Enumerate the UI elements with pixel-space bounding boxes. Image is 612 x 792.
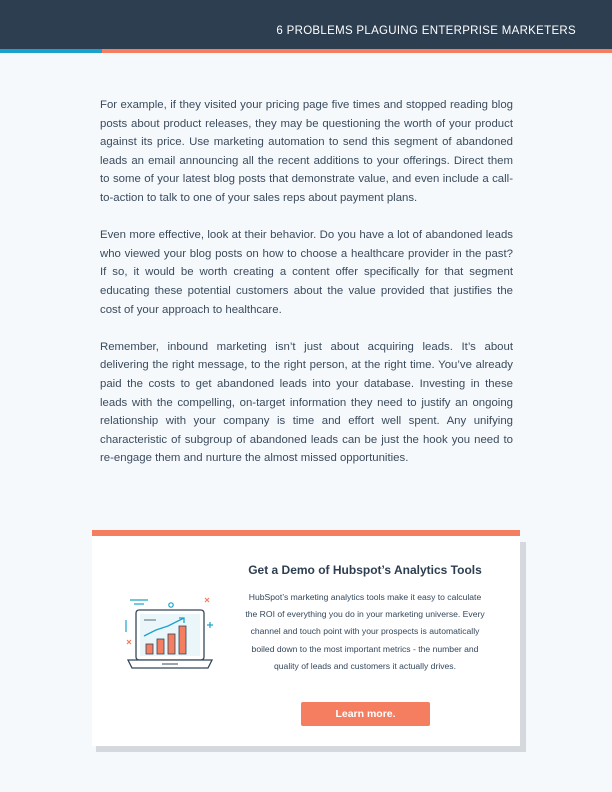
body-text bbox=[100, 96, 513, 486]
page-header bbox=[0, 0, 612, 49]
paragraph: Even more effective, look at their behavior. Do you have a lot of abandoned leads who viewed your blog posts on how to choose a healthcare provider in the past? If so, it would be worth creating a content offer specifically for that segment educating these potential customers about the value provided that justifies the cost of your approach to healthcare. bbox=[100, 229, 513, 316]
cta-title: Get a Demo of Hubspot’s Analytics Tools bbox=[248, 563, 482, 577]
cta-box bbox=[92, 530, 520, 746]
paragraph: Remember, inbound marketing isn’t just about acquiring leads. It’s about delivering the right message, to the right person, at the right time. You’ve already paid the costs to get abandoned leads into your database. Investing in these leads with the compelling, on-target information they need to justify an ongoing relationship with your company is time and effort well spent. Any unifying characteristic of subgroup of abandoned leads can be just the hook you need to re-engage them and nurture the almost missed opportunities. bbox=[100, 340, 513, 465]
header-stripe-blue bbox=[0, 49, 102, 53]
header-stripe-orange bbox=[102, 49, 612, 53]
learn-more-button[interactable]: Learn more. bbox=[301, 702, 430, 726]
cta-description: HubSpot’s marketing analytics tools make it easy to calculate the ROI of everything you do in your marketing universe. Every channel and touch point with your prospects is automatically boiled down to the most important metrics - the number and quality of leads and customers it actually drives. bbox=[245, 592, 485, 671]
laptop-analytics-chart-icon bbox=[122, 596, 220, 677]
header-title: 6 PROBLEMS PLAGUING ENTERPRISE MARKETERS bbox=[276, 25, 576, 37]
paragraph: For example, if they visited your pricing page five times and stopped reading blog posts about product releases, they may be questioning the worth of your product against its price. Use marketing automation to send this segment of abandoned leads an email announcing all the recent additions to your offerings. Direct them to some of your latest blog posts that demonstrate value, and even include a call-to-action to talk to one of your sales reps about payment plans. bbox=[100, 99, 513, 204]
